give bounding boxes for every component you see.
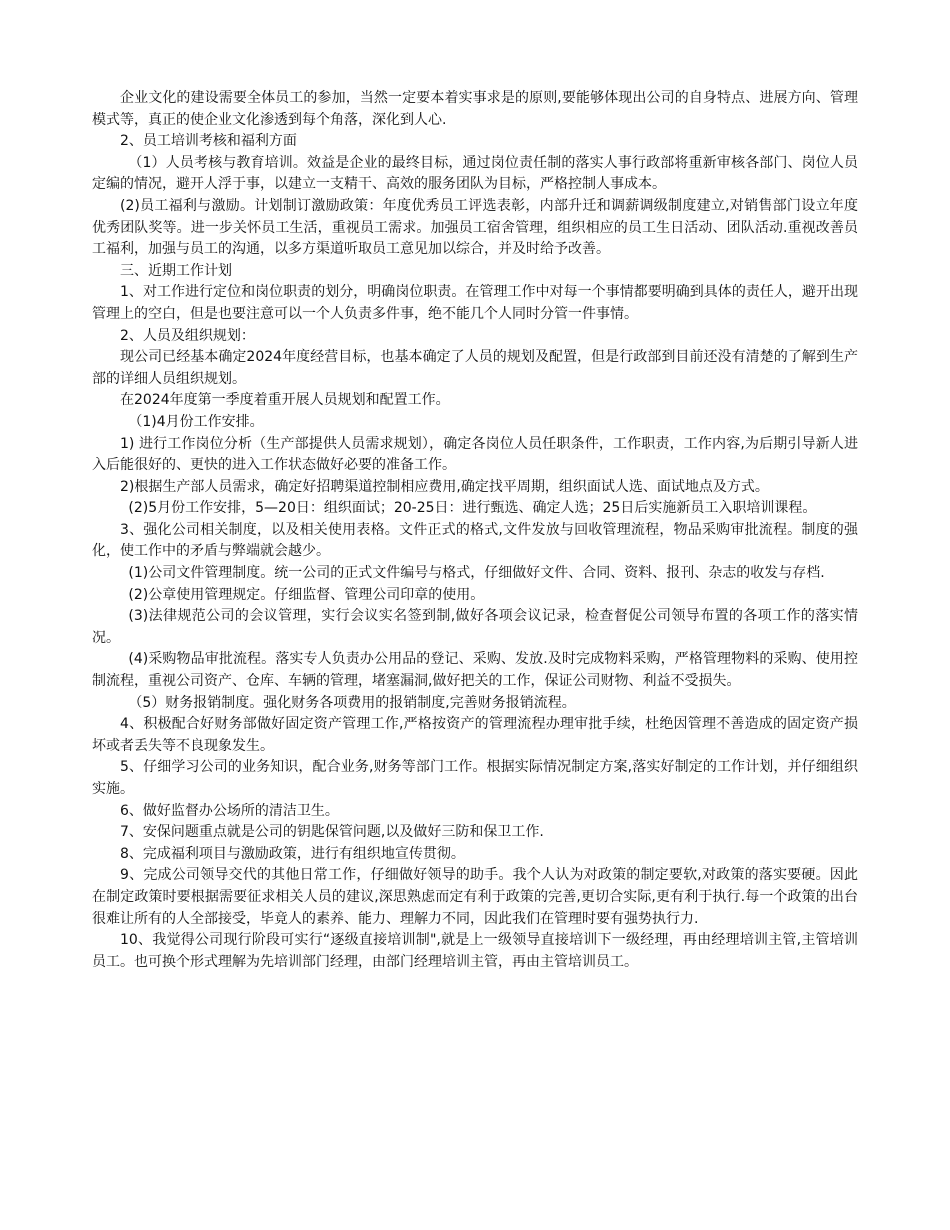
body-paragraph: 现公司已经基本确定2024年度经营目标，也基本确定了人员的规划及配置，但是行政部到目前还没有清楚的了解到生产部的详细人员组织规划。 bbox=[92, 349, 858, 387]
body-paragraph: 1、对工作进行定位和岗位职责的划分，明确岗位职责。在管理工作中对每一个事情都要明确到具体的责任人，避开出现管理上的空白，但是也要注意可以一个人负责多件事，绝不能几个人同时分管一件事情。 bbox=[92, 284, 858, 322]
body-paragraph: 企业文化的建设需要全体员工的参加，当然一定要本着实事求是的原则,要能够体现出公司的自身特点、进展方向、管理模式等，真正的使企业文化渗透到每个角落，深化到人心. bbox=[92, 90, 858, 128]
body-paragraph: (1)公司文件管理制度。统一公司的正式文件编号与格式，仔细做好文件、合同、资料、报刊、杂志的收发与存档. bbox=[128, 565, 825, 582]
body-paragraph: 7、安保问题重点就是公司的钥匙保管问题,以及做好三防和保卫工作. bbox=[120, 824, 544, 841]
body-paragraph: 2、人员及组织规划： bbox=[120, 327, 255, 344]
body-paragraph: 4、积极配合好财务部做好固定资产管理工作,严格按资产的管理流程办理审批手续，杜绝因管理不善造成的固定资产损坏或者丢失等不良现象发生。 bbox=[92, 716, 858, 754]
body-paragraph: (3)法律规范公司的会议管理，实行会议实名签到制,做好各项会议记录，检查督促公司领导布置的各项工作的落实情况。 bbox=[92, 608, 858, 646]
body-paragraph: 6、做好监督办公场所的清洁卫生。 bbox=[120, 802, 339, 819]
body-paragraph: 9、完成公司领导交代的其他日常工作，仔细做好领导的助手。我个人认为对政策的制定要软,对政策的落实要硬。因此在制定政策时要根据需要征求相关人员的建议,深思熟虑而定有利于政策的完善,更切合实际,更有利于执行.每一个政策的出台很难让所有的人全部接受，毕竟人的素养、能力、理解力不同，因此我们在管理时要有强势执行力. bbox=[92, 867, 858, 927]
body-paragraph: 3、强化公司相关制度，以及相关使用表格。文件正式的格式,文件发放与回收管理流程，物品采购审批流程。制度的强化，使工作中的矛盾与弊端就会越少。 bbox=[92, 521, 858, 560]
body-paragraph: (4)采购物品审批流程。落实专人负责办公用品的登记、采购、发放.及时完成物料采购，严格管理物料的采购、使用控制流程，重视公司资产、仓库、车辆的管理，堵塞漏洞,做好把关的工作，保证公司财物、利益不受损失。 bbox=[92, 651, 858, 690]
body-paragraph: 1) 进行工作岗位分析（生产部提供人员需求规划），确定各岗位人员任职条件，工作职责，工作内容,为后期引导新人进入后能很好的、更快的进入工作状态做好必要的准备工作。 bbox=[92, 435, 858, 474]
body-paragraph: 8、完成福利项目与激励政策，进行有组织地宣传贯彻。 bbox=[120, 845, 465, 862]
body-paragraph: （1）人员考核与教育培训。效益是企业的最终目标，通过岗位责任制的落实人事行政部将重新审核各部门、岗位人员定编的情况，避开人浮于事，以建立一支精干、高效的服务团队为目标，严格控制人事成本。 bbox=[92, 154, 858, 193]
body-paragraph: 2)根据生产部人员需求，确定好招聘渠道控制相应费用,确定找平周期，组织面试人选、面试地点及方式。 bbox=[120, 478, 769, 495]
body-paragraph: (2)公章使用管理规定。仔细监督、管理公司印章的使用。 bbox=[128, 586, 485, 603]
body-paragraph: 在2024年度第一季度着重开展人员规划和配置工作。 bbox=[120, 392, 450, 409]
body-paragraph: 5、仔细学习公司的业务知识，配合业务,财务等部门工作。根据实际情况制定方案,落实好制定的工作计划，并仔细组织实施。 bbox=[92, 759, 858, 797]
body-paragraph: (2)员工福利与激励。计划制订激励政策：年度优秀员工评选表彰，内部升迁和调薪调级制度建立,对销售部门设立年度优秀团队奖等。进一步关怀员工生活，重视员工需求。加强员工宿舍管理，组织相应的员工生日活动、团队活动.重视改善员工福利，加强与员工的沟通，以多方渠道听取员工意见加以综合，并及时给予改善。 bbox=[92, 197, 858, 258]
body-paragraph: 三、近期工作计划 bbox=[120, 262, 232, 279]
body-paragraph: （1)4月份工作安排。 bbox=[128, 413, 264, 430]
body-paragraph: （5）财务报销制度。强化财务各项费用的报销制度,完善财务报销流程。 bbox=[128, 694, 576, 711]
body-paragraph: (2)5月份工作安排，5—20日：组织面试；20-25日：进行甄选、确定人选；25日后实施新员工入职培训课程。 bbox=[128, 500, 817, 517]
body-paragraph: 10、我觉得公司现行阶段可实行“逐级直接培训制",就是上一级领导直接培训下一级经理，再由经理培训主管,主管培训员工。也可换个形式理解为先培训部门经理，由部门经理培训主管，再由主管培训员工。 bbox=[92, 932, 858, 970]
body-paragraph: 2、员工培训考核和福利方面 bbox=[120, 133, 297, 150]
